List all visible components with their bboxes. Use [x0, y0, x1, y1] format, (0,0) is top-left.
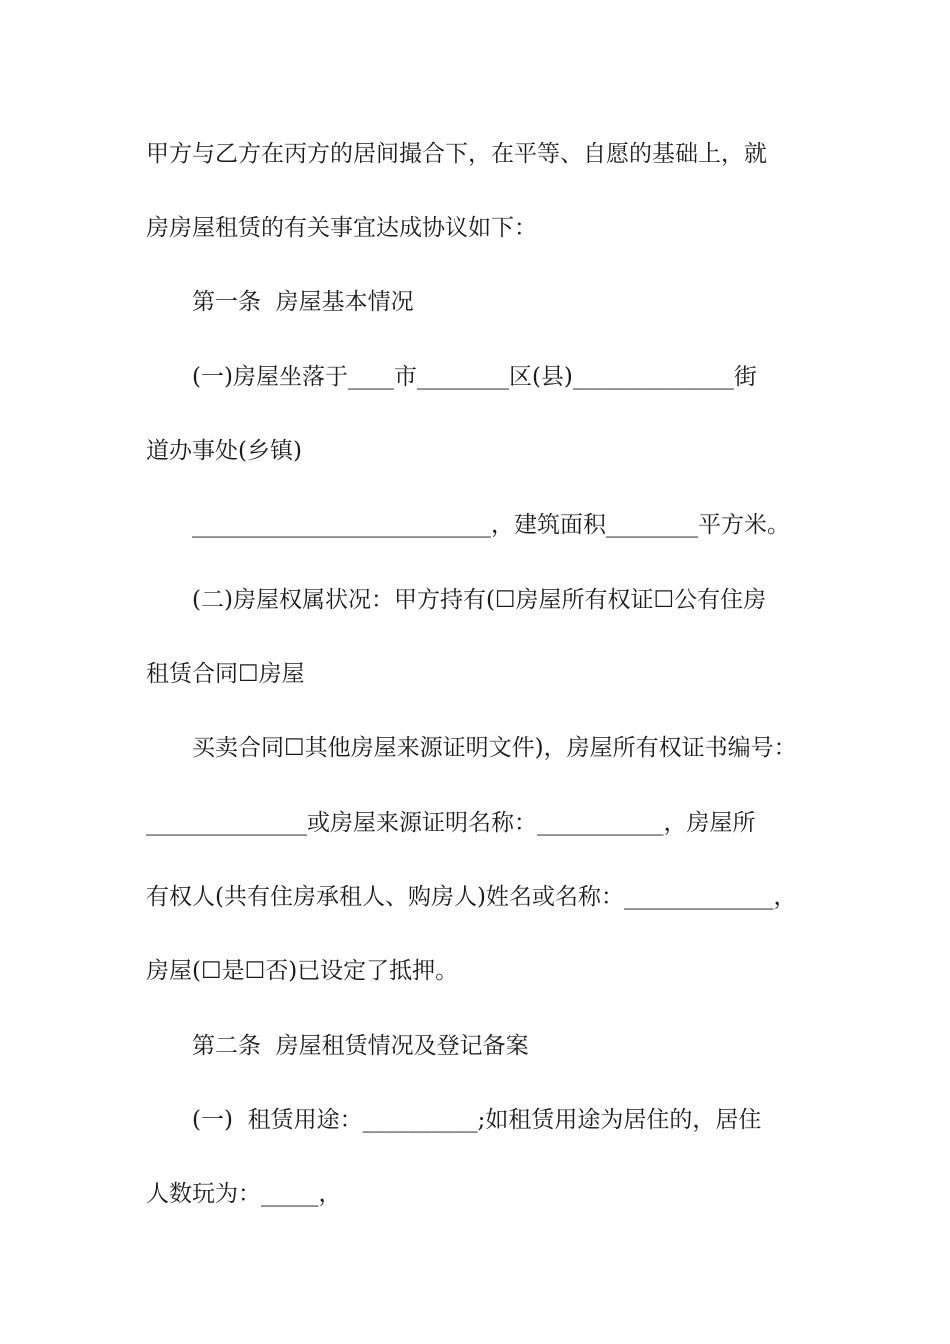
usage-line-2: 人数玩为：_____， — [146, 1181, 342, 1207]
area-line: __________________________，建筑面积________平方米。 — [192, 512, 790, 538]
article-2-heading: 第二条 房屋租赁情况及登记备案 — [192, 1033, 529, 1059]
ownership-line-1: (二)房屋权属状况：甲方持有(☐房屋所有权证☐公有住房 — [192, 587, 767, 613]
paragraph-line-2: 房房屋租赁的有关事宜达成协议如下： — [146, 215, 537, 241]
article-1-heading: 第一条 房屋基本情况 — [192, 289, 414, 315]
location-line-2: 道办事处(乡镇) — [146, 438, 302, 464]
ownership-line-2: 租赁合同☐房屋 — [146, 661, 305, 687]
location-line-1: (一)房屋坐落于____市________区(县)______________街 — [192, 364, 757, 390]
ownership-line-4: ______________或房屋来源证明名称：___________，房屋所 — [146, 810, 756, 836]
ownership-line-3: 买卖合同☐其他房屋来源证明文件)，房屋所有权证书编号： — [192, 735, 797, 761]
ownership-line-5: 有权人(共有住房承租人、购房人)姓名或名称：_____________， — [146, 884, 797, 910]
usage-line-1: (一) 租赁用途：__________;如租赁用途为居住的，居住 — [192, 1107, 762, 1133]
paragraph-line-1: 甲方与乙方在丙方的居间撮合下，在平等、自愿的基础上，就 — [146, 141, 767, 167]
mortgage-line: 房屋(☐是☐否)已设定了抵押。 — [146, 958, 459, 984]
